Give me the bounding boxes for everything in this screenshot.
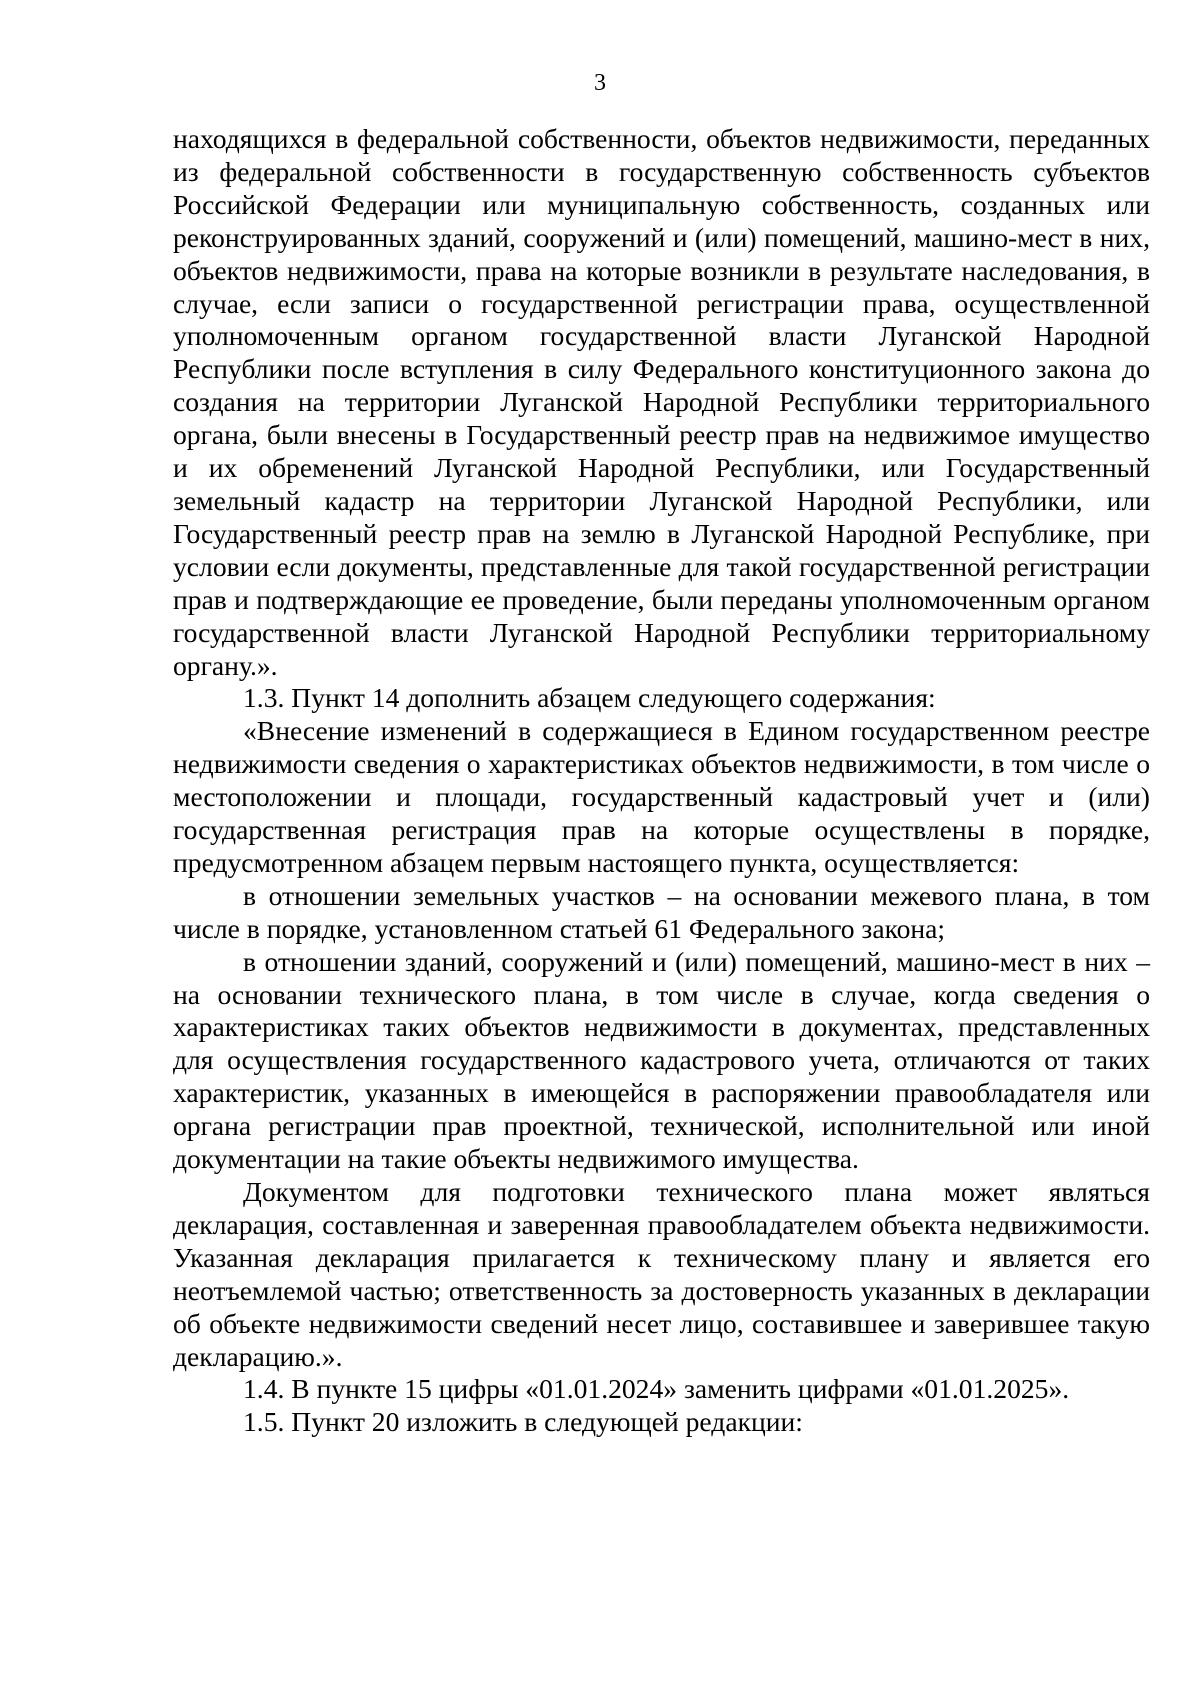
paragraph-item-1-3: 1.3. Пункт 14 дополнить абзацем следующего содержания: xyxy=(243,682,936,714)
document-body xyxy=(173,123,1150,1439)
paragraph-item-1-4: 1.4. В пункте 15 цифры «01.01.2024» заменить цифрами «01.01.2025». xyxy=(243,1373,1070,1405)
paragraph-declaration: Документом для подготовки технического плана может являться декларация, составленная и заверенная правообладателем объекта недвижимости. Указанная декларация прилагается к техническому плану и является его неотъемлемой частью; ответственность за достоверность указанных в декларации об объекте недвижимости сведений несет лицо, составившее и заверившее такую декларацию.». xyxy=(173,1176,1150,1372)
paragraph-land-plots: в отношении земельных участков – на основании межевого плана, в том числе в порядке, установленном статьей 61 Федерального закона; xyxy=(173,879,1150,944)
paragraph-buildings: в отношении зданий, сооружений и (или) помещений, машино-мест в них – на основании технического плана, в том числе в случае, когда сведения о характеристиках таких объектов недвижимости в документах, представленных для осуществления государственного кадастрового учета, отличаются от таких характеристик, указанных в имеющейся в распоряжении правообладателя или органа регистрации прав проектной, технической, исполнительной или иной документации на такие объекты недвижимого имущества. xyxy=(173,945,1150,1175)
paragraph-amendment-intro: «Внесение изменений в содержащиеся в Едином государственном реестре недвижимости сведения о характеристиках объектов недвижимости, в том числе о местоположении и площади, государственный кадастровый учет и (или) государственная регистрация прав на которые осуществлены в порядке, предусмотренном абзацем первым настоящего пункта, осуществляется: xyxy=(173,715,1150,878)
paragraph-item-1-5: 1.5. Пункт 20 изложить в следующей редакции: xyxy=(243,1406,803,1438)
paragraph-continuation: находящихся в федеральной собственности, объектов недвижимости, переданных из федеральной собственности в государственную собственность субъектов Российской Федерации или муниципальную собственность, созданных или реконструированных зданий, сооружений и (или) помещений, машино-мест в них, объектов недвижимости, права на которые возникли в результате наследования, в случае, если записи о государственной регистрации права, осуществленной уполномоченным органом государственной власти Луганской Народной Республики после вступления в силу Федерального конституционного закона до создания на территории Луганской Народной Республики территориального органа, были внесены в Государственный реестр прав на недвижимое имущество и их обременений Луганской Народной Республики, или Государственный земельный кадастр на территории Луганской Народной Республики, или Государственный реестр прав на землю в Луганской Народной Республике, при условии если документы, представленные для такой государственной регистрации прав и подтверждающие ее проведение, были переданы уполномоченным органом государственной власти Луганской Народной Республики территориальному органу.». xyxy=(173,123,1150,681)
page-number: 3 xyxy=(594,70,606,96)
